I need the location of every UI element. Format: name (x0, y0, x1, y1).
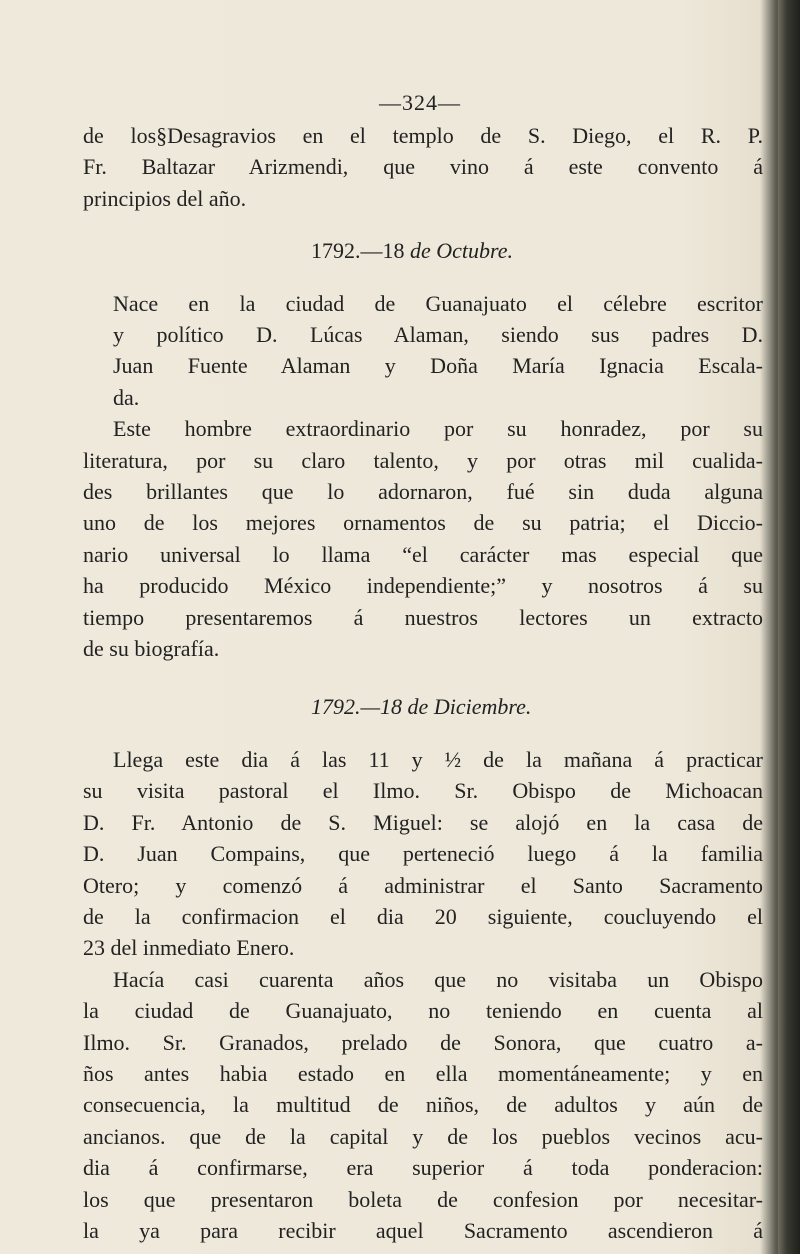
text-line: da. (113, 384, 140, 410)
text-line: D. Juan Compains, que perteneció luego á la familia (83, 841, 763, 867)
text-line: nario universal lo llama “el carácter mas especial que (83, 541, 763, 567)
text-line: tiempo presentaremos á nuestros lectores un extracto (83, 604, 763, 630)
page-edge-shadow (778, 0, 800, 1254)
text-line: dia á confirmarse, era superior á toda ponderacion: (83, 1155, 763, 1181)
text-line: 23 del inmediato Enero. (83, 935, 295, 961)
paragraph-alaman-praise (83, 413, 763, 664)
text-line: Nace en la ciudad de Guanajuato el célebre escritor (113, 290, 763, 316)
body-text (83, 120, 763, 1246)
page-number: —324— (379, 90, 461, 115)
text-line: de los§Desagravios en el templo de S. Diego, el R. P. (83, 123, 763, 148)
text-line: la ciudad de Guanajuato, no teniendo en cuenta al (83, 998, 763, 1024)
text-line: Fr. Baltazar Arizmendi, que vino á este convento á (83, 154, 763, 180)
text-line: su visita pastoral el Ilmo. Sr. Obispo de Michoacan (83, 778, 763, 804)
text-line: ancianos. que de la capital y de los pueblos vecinos acu- (83, 1123, 763, 1149)
text-line: Juan Fuente Alaman y Doña María Ignacia Escala- (113, 353, 763, 379)
date-heading-october (83, 235, 763, 266)
paragraph-alaman-birth (83, 288, 763, 414)
text-line: ños antes habia estado en ella momentáneamente; y en (83, 1060, 763, 1086)
text-line: uno de los mejores ornamentos de su patria; el Diccio- (83, 510, 763, 536)
text-line: los que presentaron boleta de confesion por necesitar- (83, 1186, 763, 1212)
date-year: 1792.—18 (311, 238, 405, 264)
text-line: des brillantes que lo adornaron, fué sin duda alguna (83, 479, 763, 505)
text-line: Este hombre extraordinario por su honradez, por su (113, 416, 763, 442)
text-line: Ilmo. Sr. Granados, prelado de Sonora, que cuatro a- (83, 1029, 763, 1055)
paragraph-confirmation (83, 964, 763, 1247)
text-line: consecuencia, la multitud de niños, de adultos y aún de (83, 1092, 763, 1118)
paragraph-bishop-visit (83, 744, 763, 964)
paragraph-continuation (83, 120, 763, 214)
text-line: de su biografía. (83, 636, 220, 662)
text-line: la ya para recibir aquel Sacramento ascendieron á (83, 1218, 763, 1243)
text-line: ha producido México independiente;” y nosotros á su (83, 573, 763, 599)
text-line: principios del año. (83, 185, 247, 211)
text-line: de la confirmacion el dia 20 siguiente, coucluyendo el (83, 903, 763, 929)
date-heading-december: 1792.—18 de Diciembre. (311, 693, 532, 719)
text-line: literatura, por su claro talento, y por otras mil cualida- (83, 447, 763, 473)
text-line: Llega este dia á las 11 y ½ de la mañana á practicar (113, 746, 763, 772)
text-line: Hacía casi cuarenta años que no visitaba un Obispo (113, 966, 763, 992)
text-line: D. Fr. Antonio de S. Miguel: se alojó en la casa de (83, 809, 763, 835)
date-month: de Octubre. (410, 238, 514, 264)
text-line: Otero; y comenzó á administrar el Santo Sacramento (83, 872, 763, 898)
text-line: y político D. Lúcas Alaman, siendo sus padres D. (113, 322, 763, 348)
